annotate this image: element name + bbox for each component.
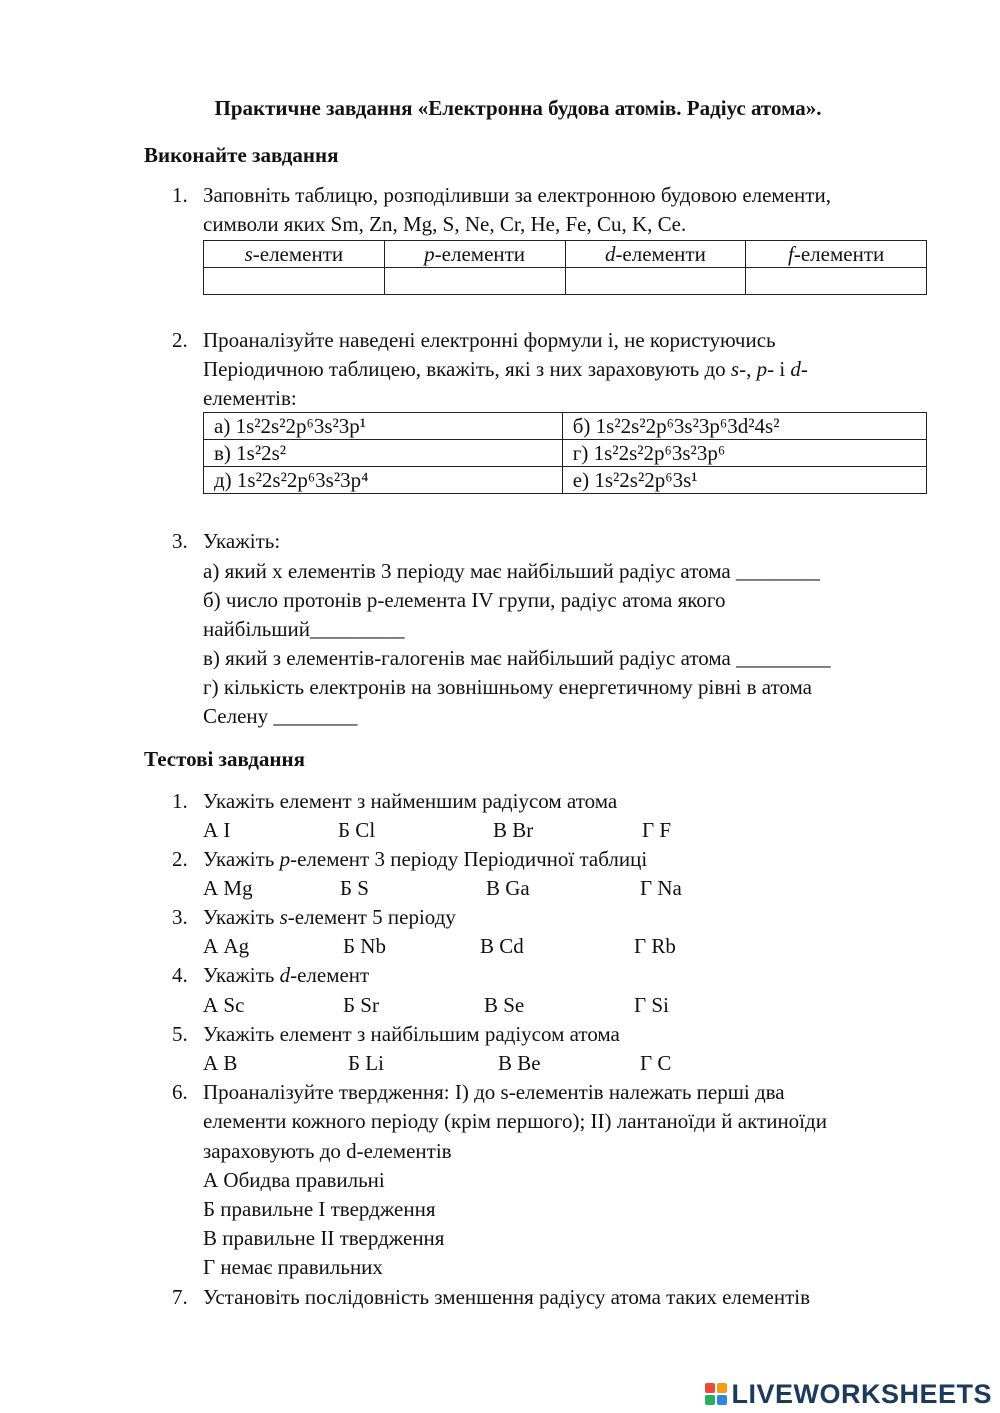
q4-option-b[interactable]: Б Sr — [343, 993, 379, 1017]
q1-option-b[interactable]: Б Cl — [338, 818, 376, 842]
q3-option-a[interactable]: А Ag — [203, 934, 250, 958]
q6-text-line1: Проаналізуйте твердження: I) до s-елементів належать перші два — [203, 1080, 785, 1104]
q3-option-v[interactable]: В Cd — [480, 934, 524, 958]
logo-grid-icon — [705, 1383, 727, 1405]
q6-option-v[interactable]: В правильне II твердження — [203, 1226, 445, 1250]
task-3-b-line1: б) число протонів р-елемента IV групи, радіус атома якого — [203, 588, 726, 612]
q5-number: 5. — [172, 1022, 188, 1046]
q1-number: 1. — [172, 789, 188, 813]
header-p-elements: p-елементи — [384, 241, 565, 268]
q1-option-a[interactable]: А I — [203, 818, 231, 842]
q6-text-line3: зараховують до d-елементів — [203, 1139, 452, 1163]
task-2-text-line1: Проаналізуйте наведені електронні формули і, не користуючись — [203, 328, 776, 352]
q5-option-b[interactable]: Б Li — [348, 1051, 384, 1075]
q6-option-b[interactable]: Б правильне I твердження — [203, 1197, 436, 1221]
logo-text: LIVEWORKSHEETS — [731, 1378, 992, 1409]
q5-option-a[interactable]: А B — [203, 1051, 238, 1075]
q4-number: 4. — [172, 963, 188, 987]
q5-text: Укажіть елемент з найбільшим радіусом атома — [203, 1022, 620, 1046]
task-2-number: 2. — [172, 328, 188, 352]
q2-number: 2. — [172, 847, 188, 871]
q7-number: 7. — [172, 1285, 188, 1309]
q1-option-v[interactable]: В Br — [493, 818, 534, 842]
q3-text: Укажіть s-елемент 5 періоду — [203, 905, 456, 929]
formula-b: б) 1s²2s²2p⁶3s²3p⁶3d²4s² — [562, 413, 926, 440]
answer-cell-p[interactable] — [384, 268, 565, 295]
answer-cell-d[interactable] — [565, 268, 746, 295]
answer-cell-f[interactable] — [746, 268, 927, 295]
formula-g: г) 1s²2s²2p⁶3s²3p⁶ — [562, 440, 926, 467]
task-3-g-line2: Селену ________ — [203, 704, 358, 728]
q2-text: Укажіть p-елемент 3 періоду Періодичної таблиці — [203, 847, 648, 871]
task-3-number: 3. — [172, 529, 188, 553]
q1-text: Укажіть елемент з найменшим радіусом атома — [203, 789, 618, 813]
task-1-text-line2: символи яких Sm, Zn, Mg, S, Ne, Cr, He, Fe, Cu, K, Ce. — [203, 212, 687, 236]
electron-formula-table — [203, 412, 927, 494]
element-classification-table — [203, 240, 927, 295]
task-1-number: 1. — [172, 183, 188, 207]
task-3-v: в) який з елементів-галогенів має найбільший радіус атома _________ — [203, 646, 831, 670]
q4-option-g[interactable]: Г Si — [634, 993, 669, 1017]
header-f-elements: f-елементи — [746, 241, 927, 268]
q7-text: Установіть послідовність зменшення радіусу атома таких елементів — [203, 1285, 811, 1309]
task-3-g-line1: г) кількість електронів на зовнішньому енергетичному рівні в атома — [203, 675, 812, 699]
task-2-text-line3: елементів: — [203, 386, 297, 410]
q6-number: 6. — [172, 1080, 188, 1104]
q6-text-line2: елементи кожного періоду (крім першого); II) лантаноїди й актиноїди — [203, 1109, 827, 1133]
q3-option-g[interactable]: Г Rb — [634, 934, 676, 958]
q1-option-g[interactable]: Г F — [642, 818, 672, 842]
formula-a: а) 1s²2s²2p⁶3s²3p¹ — [204, 413, 563, 440]
q4-option-a[interactable]: А Sc — [203, 993, 245, 1017]
section-heading-tasks: Виконайте завдання — [144, 143, 339, 167]
answer-cell-s[interactable] — [204, 268, 385, 295]
q5-option-g[interactable]: Г C — [640, 1051, 672, 1075]
formula-d: д) 1s²2s²2p⁶3s²3p⁴ — [204, 467, 563, 494]
header-d-elements: d-елементи — [565, 241, 746, 268]
q2-option-a[interactable]: А Mg — [203, 876, 253, 900]
task-1-text-line1: Заповніть таблицю, розподіливши за електронною будовою елементи, — [203, 183, 831, 207]
q2-option-g[interactable]: Г Na — [640, 876, 682, 900]
formula-e: е) 1s²2s²2p⁶3s¹ — [562, 467, 926, 494]
q4-option-v[interactable]: В Se — [484, 993, 525, 1017]
task-3-b-line2: найбільший_________ — [203, 617, 405, 641]
page-title: Практичне завдання «Електронна будова атомів. Радіус атома». — [214, 96, 822, 120]
q4-text: Укажіть d-елемент — [203, 963, 370, 987]
task-3-heading: Укажіть: — [203, 529, 281, 553]
liveworksheets-logo — [705, 1378, 992, 1410]
q5-option-v[interactable]: В Be — [498, 1051, 541, 1075]
q3-number: 3. — [172, 905, 188, 929]
q2-option-b[interactable]: Б S — [340, 876, 369, 900]
section-heading-tests: Тестові завдання — [144, 747, 305, 771]
task-3-a: а) який х елементів 3 періоду має найбільший радіус атома ________ — [203, 559, 820, 583]
formula-v: в) 1s²2s² — [204, 440, 563, 467]
q3-option-b[interactable]: Б Nb — [343, 934, 386, 958]
q2-option-v[interactable]: В Ga — [486, 876, 530, 900]
task-2-text-line2: Періодичною таблицею, вкажіть, які з них зараховують до s-, p- і d- — [203, 357, 808, 381]
q6-option-a[interactable]: А Обидва правильні — [203, 1168, 385, 1192]
header-s-elements: s-елементи — [204, 241, 385, 268]
q6-option-g[interactable]: Г немає правильних — [203, 1255, 383, 1279]
